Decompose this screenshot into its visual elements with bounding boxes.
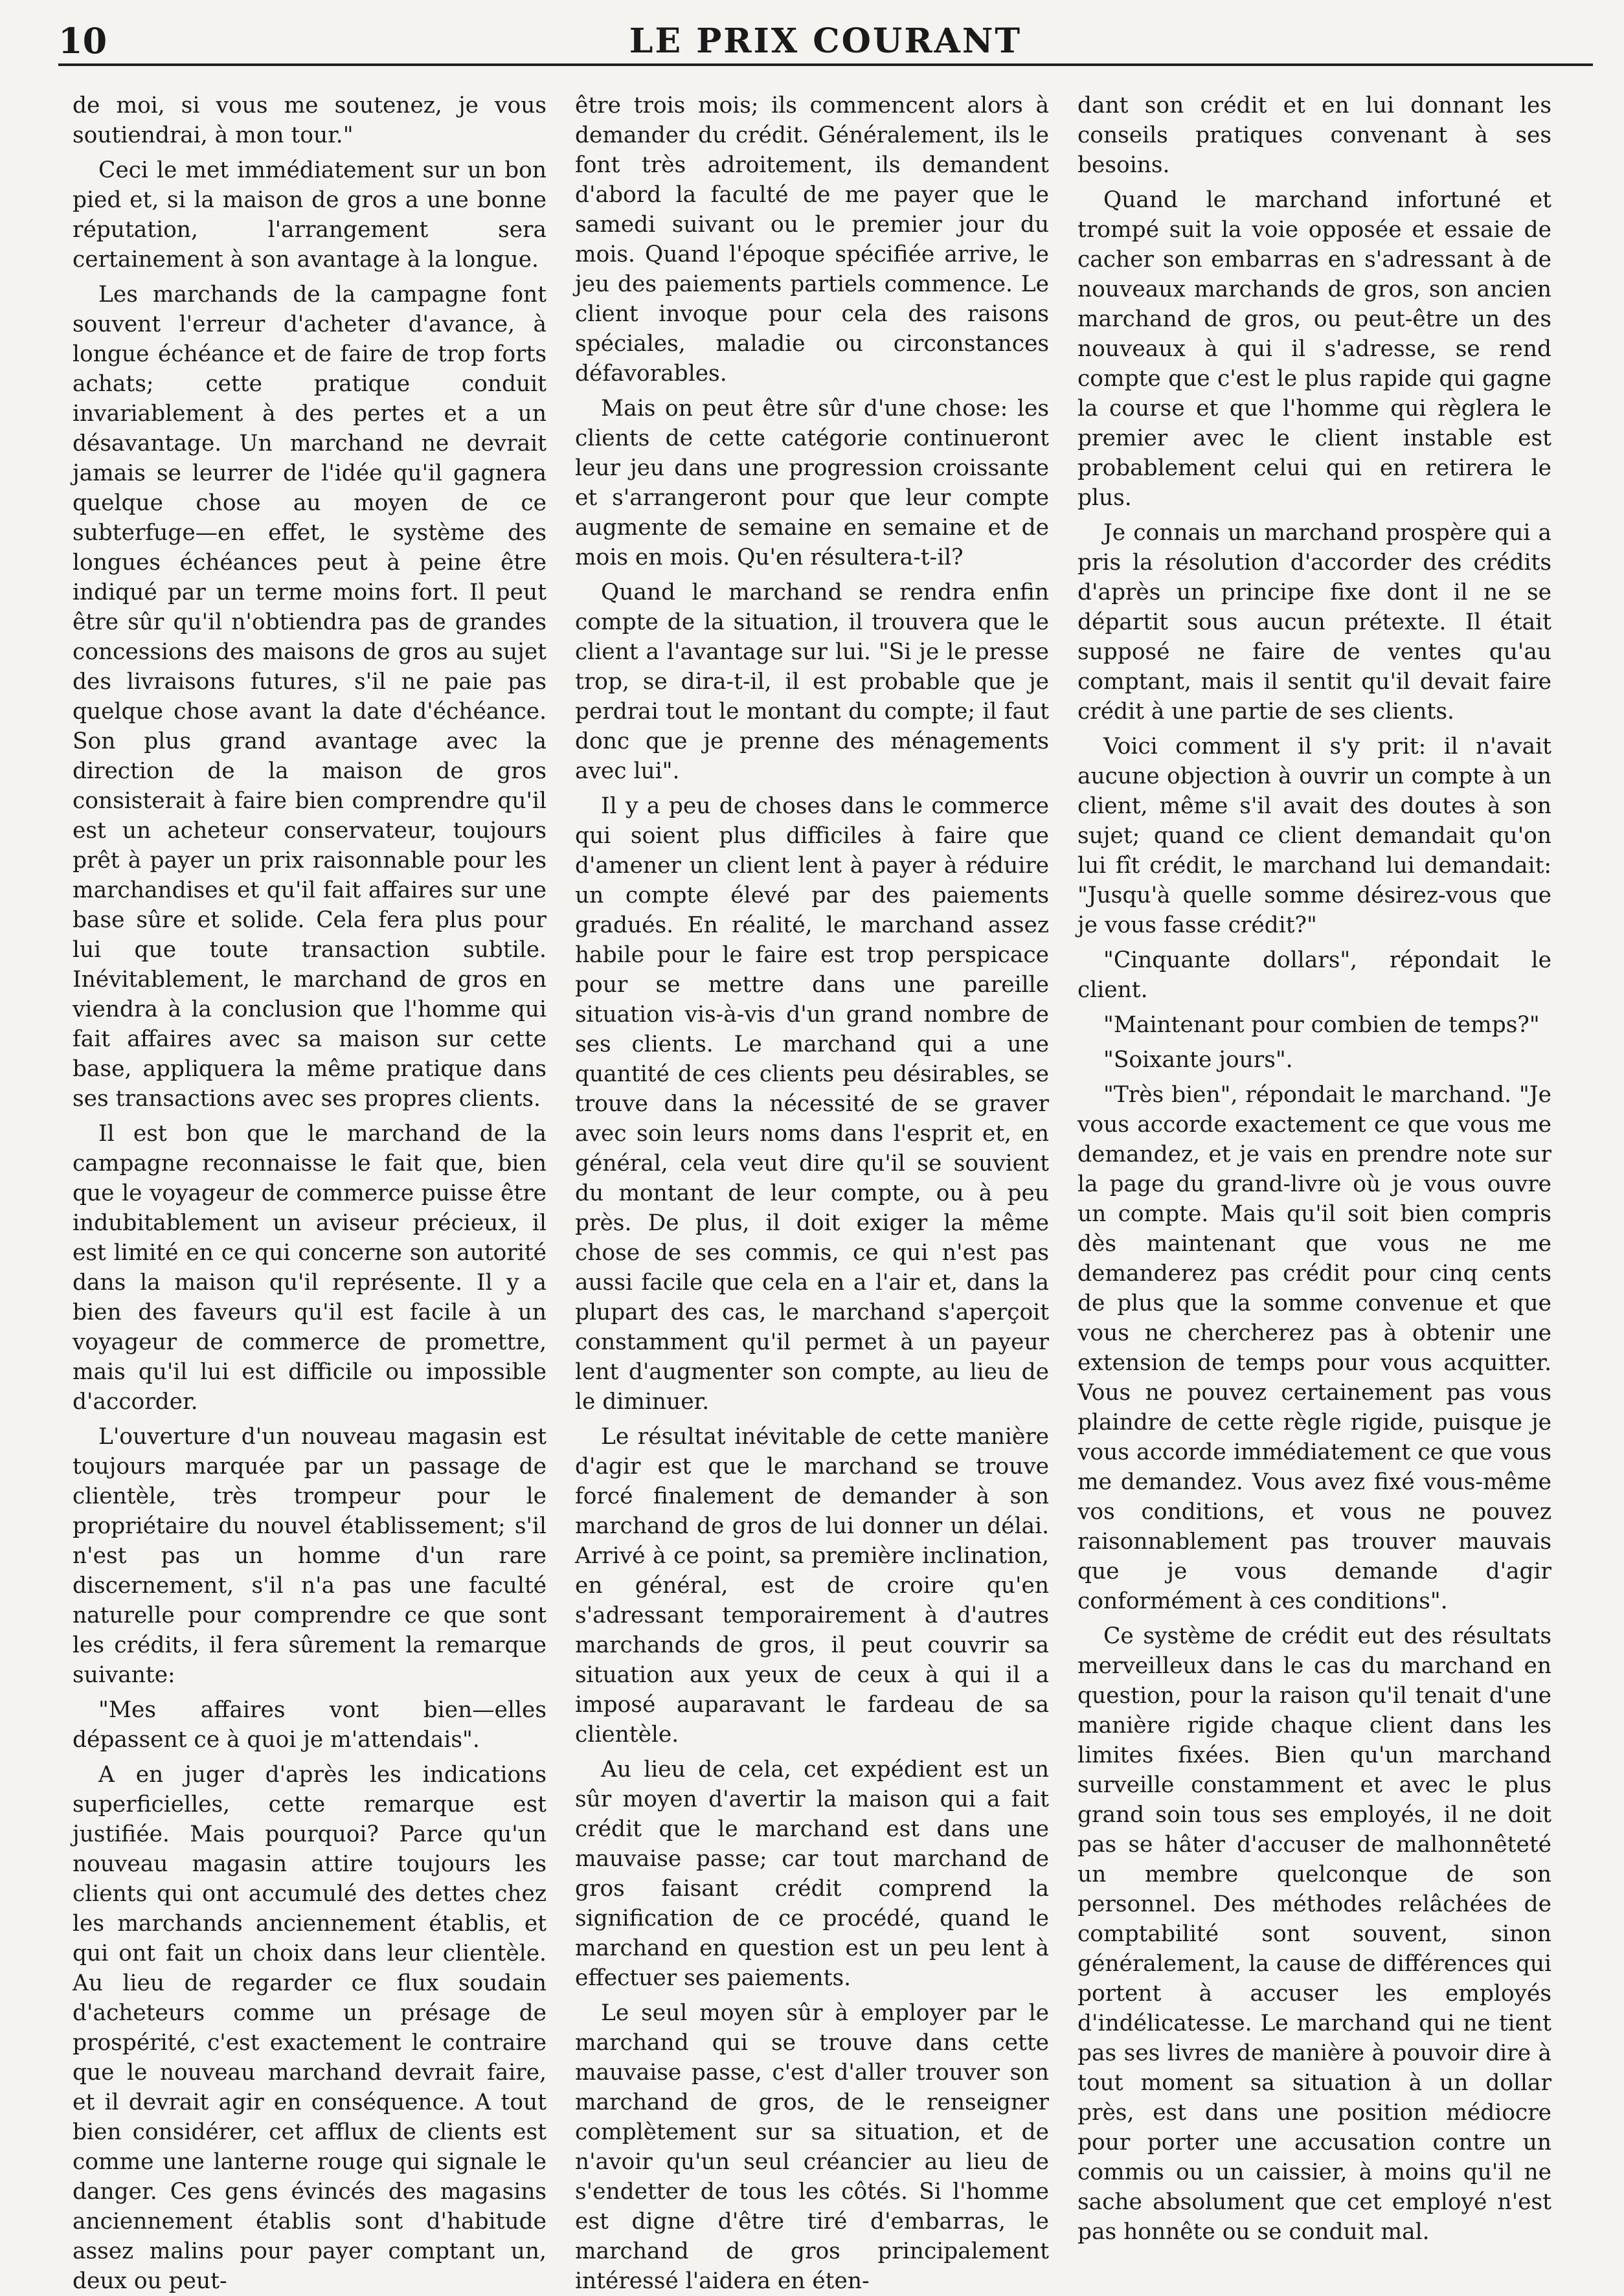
column-3 [1063,91,1566,2245]
article-columns [58,91,1567,2294]
article-paragraph: Ceci le met immédiatement sur un bon pied et, si la maison de gros a une bonne réputation, l'arrangement sera certainement à son avantage à la longue. [73,157,547,273]
article-paragraph: "Maintenant pour combien de temps?" [1103,1012,1540,1038]
page-number: 10 [58,20,107,62]
journal-title: LE PRIX COURANT [629,21,1022,61]
page-header [58,18,1593,66]
article-paragraph: Ce système de crédit eut des résultats merveilleux dans le cas du marchand en question, pour la raison qu'il tenait d'une manière rigide chaque client dans les limites fixées. Bien qu'un marchand surveille constamment et avec le plus grand soin tous ses employés, il ne doit pas se hâter d'accuser de malhonnêteté un membre quelconque de son personnel. Des méthodes relâchées de comptabilité sont souvent, sinon généralement, la cause de différences qui portent à accuser les employés d'indélicatesse. Le marchand qui ne tient pas ses livres de manière à pouvoir dire à tout moment sa situation à un dollar près, est dans une position médiocre pour porter une accusation contre un commis ou un caissier, à moins qu'il ne sache absolument que cet employé n'est pas honnête ou se conduit mal. [1077,1623,1551,2245]
article-paragraph: Voici comment il s'y prit: il n'avait aucune objection à ouvrir un compte à un client, même s'il avait des doutes à son sujet; quand ce client demandait qu'on lui fît crédit, le marchand lui demandait: "Jusqu'à quelle somme désirez-vous que je vous fasse crédit?" [1077,734,1551,938]
article-paragraph: Au lieu de cela, cet expédient est un sûr moyen d'avertir la maison qui a fait crédit que le marchand est dans une mauvaise passe; car tout marchand de gros faisant crédit comprend la signification de ce procédé, quand le marchand en question est un peu lent à effectuer ses paiements. [575,1757,1049,1991]
article-paragraph: A en juger d'après les indications superficielles, cette remarque est justifiée. Mais pourquoi? Parce qu'un nouveau magasin attire toujours les clients qui ont accumulé des dettes chez les marchands anciennement établis, et qui ont fait un choix dans leur clientèle. Au lieu de regarder ce flux soudain d'acheteurs comme un présage de prospérité, c'est exactement le contraire que le nouveau marchand devrait faire, et il devrait agir en conséquence. A tout bien considérer, cet afflux de clients est comme une lanterne rouge qui signale le danger. Ces gens évincés des magasins anciennement établis sont d'habitude assez malins pour payer comptant un, deux ou peut- [73,1762,547,2294]
article-paragraph: Le résultat inévitable de cette manière d'agir est que le marchand se trouve forcé finalement de demander à son marchand de gros de lui donner un délai. Arrivé à ce point, sa première inclination, en général, est de croire qu'en s'adressant temporairement à d'autres marchands de gros, il peut couvrir sa situation aux yeux de ceux à qui il a imposé auparavant le fardeau de sa clientèle. [575,1424,1049,1748]
article-paragraph: Mais on peut être sûr d'une chose: les clients de cette catégorie continueront leur jeu dans une progression croissante et s'arrangeront pour que leur compte augmente de semaine en semaine et de mois en mois. Qu'en résultera-t-il? [575,396,1049,570]
article-paragraph: L'ouverture d'un nouveau magasin est toujours marquée par un passage de clientèle, très trompeur pour le propriétaire du nouvel établissement; s'il n'est pas un homme d'un rare discernement, s'il n'a pas une faculté naturelle pour comprendre ce que sont les crédits, il fera sûrement la remarque suivante: [73,1424,547,1688]
article-paragraph: Le seul moyen sûr à employer par le marchand qui se trouve dans cette mauvaise passe, c'est d'aller trouver son marchand de gros, de le renseigner complètement sur sa situation, et de n'avoir qu'un seul créancier au lieu de s'endetter de tous les côtés. Si l'homme est digne d'être tiré d'embarras, le marchand de gros principalement intéressé l'aidera en éten- [575,2000,1049,2294]
article-paragraph: "Cinquante dollars", répondait le client. [1077,947,1551,1003]
article-paragraph: "Mes affaires vont bien—elles dépassent ce à quoi je m'attendais". [73,1697,547,1753]
column-1 [58,91,561,2294]
article-paragraph: dant son crédit et en lui donnant les conseils pratiques convenant à ses besoins. [1077,93,1551,178]
article-paragraph: être trois mois; ils commencent alors à demander du crédit. Généralement, ils le font très adroitement, ils demandent d'abord la faculté de me payer que le samedi suivant ou le premier jour du mois. Quand l'époque spécifiée arrive, le jeu des paiements partiels commence. Le client invoque pour cela des raisons spéciales, maladie ou circonstances défavorables. [575,93,1049,387]
article-paragraph: de moi, si vous me soutenez, je vous soutiendrai, à mon tour." [73,93,547,148]
article-paragraph: Il y a peu de choses dans le commerce qui soient plus difficiles à faire que d'amener un client lent à payer à réduire un compte élevé par des paiements gradués. En réalité, le marchand assez habile pour le faire est trop perspicace pour se mettre dans une pareille situation vis-à-vis d'un grand nombre de ses clients. Le marchand qui a une quantité de ces clients peu désirables, se trouve dans la nécessité de se graver avec soin leurs noms dans l'esprit et, en général, cela veut dire qu'il se souvient du montant de leur compte, ou à peu près. De plus, il doit exiger la même chose de ses commis, ce qui n'est pas aussi facile que cela en a l'air et, dans la plupart des cas, le marchand s'aperçoit constamment qu'il permet à un payeur lent d'augmenter son compte, au lieu de le diminuer. [575,793,1049,1415]
article-paragraph: Il est bon que le marchand de la campagne reconnaisse le fait que, bien que le voyageur de commerce puisse être indubitablement un aviseur précieux, il est limité en ce qui concerne son autorité dans la maison qu'il représente. Il y a bien des faveurs qu'il est facile à un voyageur de commerce de promettre, mais qu'il lui est difficile ou impossible d'accorder. [73,1121,547,1415]
article-paragraph: Quand le marchand infortuné et trompé suit la voie opposée et essaie de cacher son embarras en s'adressant à de nouveaux marchands de gros, son ancien marchand de gros, ou peut-être un des nouveaux à qui il s'adresse, se rend compte que c'est le plus rapide qui gagne la course et que l'homme qui règlera le premier avec le client instable est probablement celui qui en retirera le plus. [1077,187,1551,511]
article-paragraph: Quand le marchand se rendra enfin compte de la situation, il trouvera que le client a l'avantage sur lui. "Si je le presse trop, se dira-t-il, il est probable que je perdrai tout le montant du compte; il faut donc que je prenne des ménagements avec lui". [575,580,1049,784]
article-paragraph: Je connais un marchand prospère qui a pris la résolution d'accorder des crédits d'après un principe fixe dont il ne se départit sous aucun prétexte. Il était supposé ne faire de ventes qu'au comptant, mais il sentit qu'il devait faire crédit à une partie de ses clients. [1077,520,1551,725]
article-paragraph: Les marchands de la campagne font souvent l'erreur d'acheter d'avance, à longue échéance et de faire de trop forts achats; cette pratique conduit invariablement à des pertes et a un désavantage. Un marchand ne devrait jamais se leurrer de l'idée qu'il gagnera quelque chose au moyen de ce subterfuge—en effet, le système des longues échéances peut à peine être indiqué par un terme moins fort. Il peut être sûr qu'il n'obtiendra pas de grandes concessions des maisons de gros au sujet des livraisons futures, s'il ne paie pas quelque chose avant la date d'échéance. Son plus grand avantage avec la direction de la maison de gros consisterait à faire bien comprendre qu'il est un acheteur conservateur, toujours prêt à payer un prix raisonnable pour les marchandises et qu'il fait affaires sur une base sûre et solide. Cela fera plus pour lui que toute transaction subtile. Inévitablement, le marchand de gros en viendra à la conclusion que l'homme qui fait affaires avec sa maison sur cette base, appliquera la même pratique dans ses transactions avec ses propres clients. [73,282,547,1112]
column-2 [561,91,1063,2294]
article-paragraph: "Soixante jours". [1103,1047,1293,1073]
article-paragraph: "Très bien", répondait le marchand. "Je vous accorde exactement ce que vous me demandez, et je vais en prendre note sur la page du grand-livre où je vous ouvre un compte. Mais qu'il soit bien compris dès maintenant que vous ne me demanderez pas crédit pour cinq cents de plus que la somme convenue et que vous ne chercherez pas à obtenir une extension de temps pour vous acquitter. Vous ne pouvez certainement pas vous plaindre de cette règle rigide, puisque je vous accorde immédiatement ce que vous me demandez. Vous avez fixé vous-même vos conditions, et vous ne pouvez raisonnablement pas trouver mauvais que je vous demande d'agir conformément à ces conditions". [1077,1082,1551,1614]
